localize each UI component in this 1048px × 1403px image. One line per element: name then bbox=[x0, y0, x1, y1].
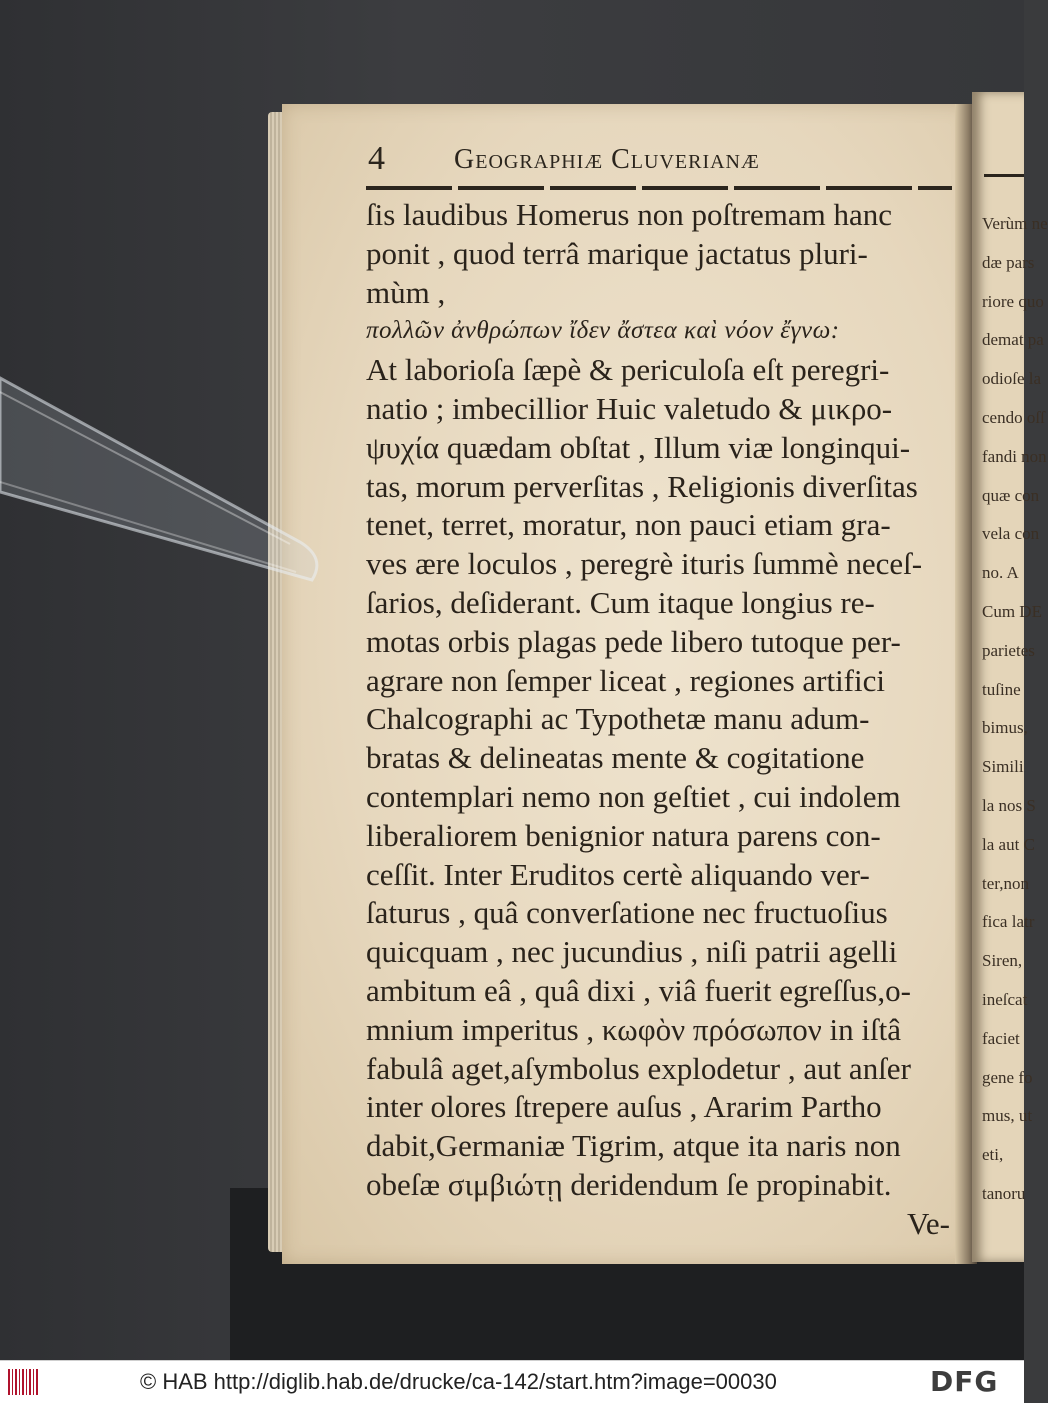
facing-page-line: la aut C bbox=[982, 834, 1035, 854]
facing-page-line: no. A bbox=[982, 563, 1019, 583]
header-rule bbox=[366, 186, 952, 190]
text-line: ceſſit. Inter Eruditos certè aliquando ver- bbox=[366, 856, 870, 892]
facing-page-line: demat pa bbox=[982, 330, 1044, 350]
body-text bbox=[366, 196, 956, 1244]
page-header bbox=[362, 140, 952, 180]
text-line: ambitum eâ , quâ dixi , viâ fuerit egreſſus,o- bbox=[366, 972, 911, 1008]
facing-page-line: faciet bbox=[982, 1028, 1020, 1048]
facing-page-line: ineſcat bbox=[982, 990, 1028, 1009]
facing-page-line: eti, bbox=[982, 1145, 1004, 1165]
facing-page-line: gene fo bbox=[982, 1067, 1033, 1087]
text-line: natio ; imbecillior Huic valetudo & μικρο- bbox=[366, 390, 893, 426]
facing-page-line: ter,non bbox=[982, 873, 1029, 893]
facing-page-line: riore quo bbox=[982, 291, 1044, 311]
text-line: fabulâ aget,aſymbolus explodetur , aut anſer bbox=[366, 1050, 911, 1086]
facing-page-line: Siren, bbox=[982, 951, 1023, 971]
running-head: Geographiæ Cluverianæ bbox=[454, 144, 760, 175]
barcode-icon bbox=[8, 1369, 38, 1395]
text-line: agrare non ſemper liceat , regiones artifici bbox=[366, 662, 885, 698]
facing-page-line: cendo oſſ bbox=[982, 408, 1045, 427]
facing-page-line: quæ con bbox=[982, 485, 1040, 505]
text-line: At laborioſa ſæpè & periculoſa eſt peregri- bbox=[366, 352, 890, 388]
facing-page-line: dæ pars bbox=[982, 252, 1035, 272]
facing-page-line: Simili bbox=[982, 757, 1024, 777]
text-line: dabit,Germaniæ Tigrim, atque ita naris non bbox=[366, 1128, 901, 1164]
text-line: mùm , bbox=[366, 274, 446, 310]
text-line: tenet, terret, moratur, non pauci etiam gra- bbox=[366, 507, 891, 543]
viewer-footer bbox=[0, 1360, 1024, 1403]
text-line: ponit , quod terrâ marique jactatus pluri- bbox=[366, 235, 868, 271]
facing-page-line: fica latr bbox=[982, 912, 1035, 932]
copyright-url[interactable]: © HAB http://diglib.hab.de/drucke/ca-142/start.htm?image=00030 bbox=[140, 1369, 777, 1394]
page-number: 4 bbox=[368, 140, 385, 177]
facing-page-line: vela con bbox=[982, 524, 1040, 544]
text-line: ſaturus , quâ converſatione nec fructuoſius bbox=[366, 895, 888, 931]
facing-page-line: bimus, bbox=[982, 718, 1028, 738]
facing-page-line: mus, ut bbox=[982, 1106, 1033, 1126]
text-line: quicquam , nec jucundius , niſi patrii agelli bbox=[366, 934, 898, 970]
facing-page-line: fandi non bbox=[982, 446, 1047, 466]
catchword: Ve- bbox=[906, 1205, 950, 1241]
text-line: obeſæ σιμβιώτῃ deridendum ſe propinabit. bbox=[366, 1166, 892, 1202]
text-line: tas, morum perverſitas , Religionis diverſitas bbox=[366, 468, 918, 504]
text-line: contemplari nemo non geſtiet , cui indolem bbox=[366, 778, 901, 814]
facing-page-line: tuſine bbox=[982, 679, 1021, 699]
facing-page-line: parietes bbox=[982, 640, 1035, 660]
text-line: bratas & delineatas mente & cogitatione bbox=[366, 740, 865, 776]
glass-page-holder bbox=[0, 372, 370, 572]
facing-page-line: la nos S bbox=[982, 796, 1036, 815]
text-line: ſis laudibus Homerus non poſtremam hanc bbox=[366, 197, 893, 232]
facing-page-line: odioſe la bbox=[982, 369, 1042, 389]
facing-page-line: tanoru bbox=[982, 1184, 1026, 1203]
facing-page bbox=[972, 92, 1048, 1262]
text-line: ψυχία quædam obſtat , Illum viæ longinqui- bbox=[366, 429, 911, 465]
greek-quotation-line: πολλῶν ἀνθρώπων ἴδεν ἄστεα καὶ νόον ἔγνω: bbox=[366, 317, 840, 345]
text-line: Chalcographi ac Typothetæ manu adum- bbox=[366, 701, 870, 737]
facing-page-line: Verùm ne bbox=[982, 214, 1048, 233]
text-line: ſarios, deſiderant. Cum itaque longius re- bbox=[366, 584, 875, 620]
text-line: inter olores ſtrepere auſus , Ararim Partho bbox=[366, 1089, 882, 1125]
facing-page-line: Cum DE bbox=[982, 602, 1042, 621]
text-line: motas orbis plagas pede libero tutoque per- bbox=[366, 623, 901, 659]
facing-page-rule bbox=[984, 174, 1024, 177]
text-line: mnium imperitus , κωφὸν πρόσωπον in iſtâ bbox=[366, 1011, 901, 1047]
dfg-logo: DFG bbox=[930, 1365, 999, 1398]
text-line: ves ære loculos , peregrè ituris ſummè neceſ- bbox=[366, 546, 923, 582]
text-line: liberaliorem benignior natura parens con- bbox=[366, 817, 881, 853]
